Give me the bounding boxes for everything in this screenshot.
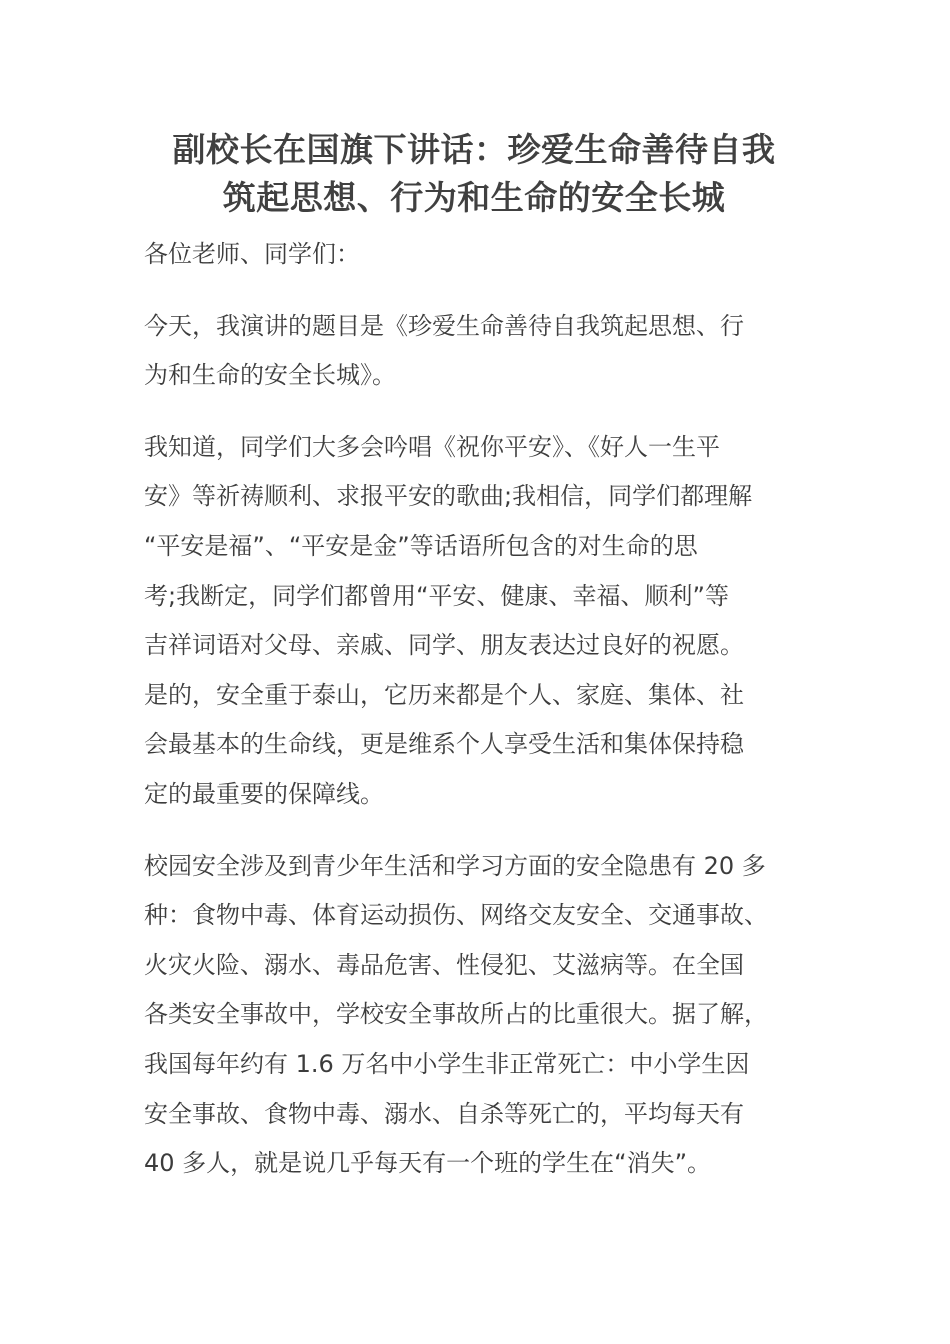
text-line: 火灾火险、溺水、毒品危害、性侵犯、艾滋病等。在全国 <box>144 950 744 979</box>
salutation-paragraph <box>144 230 804 280</box>
intro-paragraph <box>144 302 804 401</box>
text-line: 各位老师、同学们： <box>144 240 360 268</box>
text-line: 考;我断定，同学们都曾用“平安、健康、幸福、顺利”等 <box>144 581 729 610</box>
document-title <box>144 126 804 222</box>
text-line: 各类安全事故中，学校安全事故所占的比重很大。据了解， <box>144 1000 768 1029</box>
text-line: 40 多人，就是说几乎每天有一个班的学生在“消失”。 <box>144 1149 712 1178</box>
text-line: 会最基本的生命线，更是维系个人享受生活和集体保持稳 <box>144 730 744 759</box>
text-line: 吉祥词语对父母、亲戚、同学、朋友表达过良好的祝愿。 <box>144 631 744 660</box>
text-line: 是的，安全重于泰山，它历来都是个人、家庭、集体、社 <box>144 680 744 709</box>
text-line: 我国每年约有 1.6 万名中小学生非正常死亡：中小学生因 <box>144 1049 750 1078</box>
text-line: 种：食物中毒、体育运动损伤、网络交友安全、交通事故、 <box>144 901 768 930</box>
text-line: 为和生命的安全长城》。 <box>144 361 396 390</box>
title-line-2: 筑起思想、行为和生命的安全长城 <box>222 178 726 217</box>
campus-safety-paragraph <box>144 842 804 1189</box>
text-line: 今天，我演讲的题目是《珍爱生命善待自我筑起思想、行 <box>144 311 744 340</box>
text-line: “平安是福”、“平安是金”等话语所包含的对生命的思 <box>144 531 698 560</box>
document-body <box>144 230 804 1189</box>
text-line: 我知道，同学们大多会吟唱《祝你平安》、《好人一生平 <box>144 432 720 461</box>
document-page <box>144 126 804 1211</box>
title-line-1: 副校长在国旗下讲话：珍爱生命善待自我 <box>172 130 776 169</box>
text-line: 安全事故、食物中毒、溺水、自杀等死亡的，平均每天有 <box>144 1099 744 1128</box>
text-line: 定的最重要的保障线。 <box>144 779 384 808</box>
text-line: 安》等祈祷顺利、求报平安的歌曲;我相信，同学们都理解 <box>144 482 753 511</box>
safety-blessing-paragraph <box>144 423 804 820</box>
text-line: 校园安全涉及到青少年生活和学习方面的安全隐患有 20 多 <box>144 851 766 880</box>
